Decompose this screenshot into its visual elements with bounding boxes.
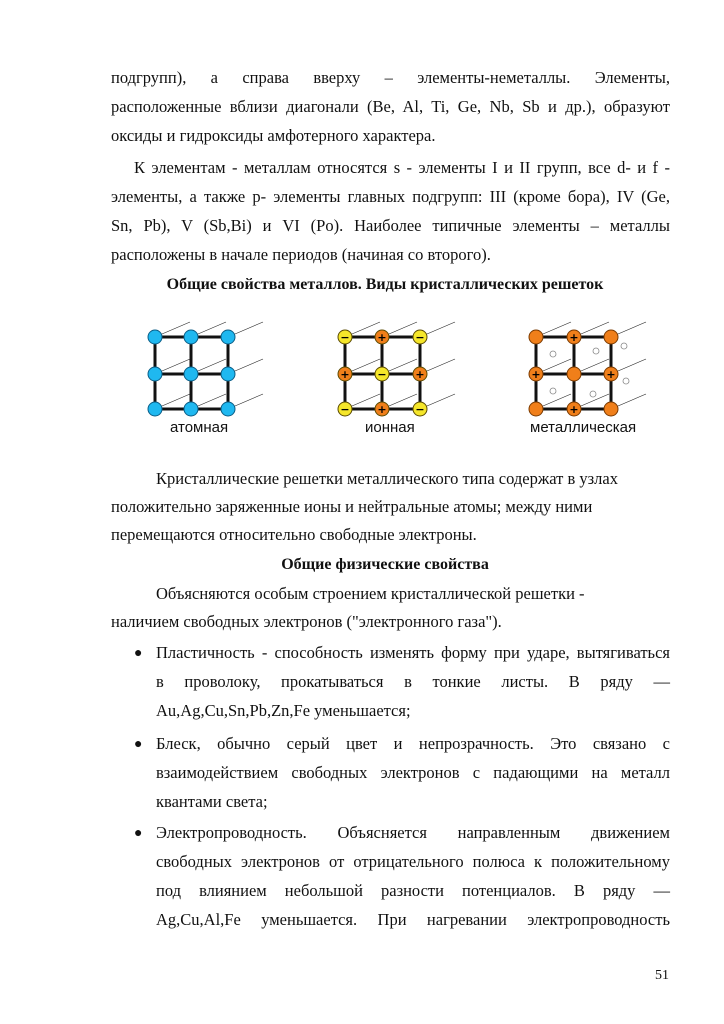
atomic-lattice-diagram bbox=[148, 322, 263, 416]
label-atomic-lattice: атомная bbox=[170, 419, 229, 436]
section-heading-physical-properties: Общие физические свойства bbox=[281, 556, 489, 573]
section-heading-crystal-lattices: Общие свойства металлов. Виды кристаллических решеток bbox=[166, 276, 604, 293]
bullet2-line-3: квантами света; bbox=[156, 792, 268, 811]
paragraph1-line-3: оксиды и гидроксиды амфотерного характера. bbox=[111, 126, 436, 145]
metallic-lattice-diagram bbox=[529, 322, 646, 416]
bullet2-line-2: взаимодействием свободных электронов с падающими на металл bbox=[156, 763, 670, 782]
paragraph3-line-2: положительно заряженные ионы и нейтральные атомы; между ними bbox=[111, 497, 593, 516]
paragraph2-line-4: расположены в начале периодов (начиная со второго). bbox=[111, 245, 491, 264]
page-number: 51 bbox=[655, 968, 669, 983]
cation-sign: + bbox=[569, 403, 579, 416]
paragraph1-line-2: расположенные вблизи диагонали (Be, Al, Ti, Ge, Nb, Sb и др.), образуют bbox=[111, 97, 670, 116]
bullet-dot-icon: ● bbox=[134, 737, 143, 752]
anion-sign: − bbox=[415, 331, 425, 344]
cation-sign: + bbox=[531, 368, 541, 381]
paragraph2-line-1: К элементам - металлам относятся s - элементы I и II групп, все d- и f - bbox=[134, 158, 670, 177]
anion-sign: − bbox=[377, 368, 387, 381]
paragraph2-line-2: элементы, а также р- элементы главных подгрупп: III (кроме бора), IV (Ge, bbox=[111, 187, 670, 206]
anion-sign: − bbox=[340, 403, 350, 416]
bullet-dot-icon: ● bbox=[134, 646, 143, 661]
bullet3-line-3: под влиянием небольшой разности потенциалов. В ряду — bbox=[156, 881, 670, 900]
ionic-lattice-diagram bbox=[338, 322, 455, 416]
paragraph4-line-1: Объясняются особым строением кристаллической решетки - bbox=[156, 584, 585, 603]
bullet3-line-2: свободных электронов от отрицательного полюса к положительному bbox=[156, 852, 670, 871]
bullet3-line-4: Ag,Cu,Al,Fe уменьшается. При нагревании электропроводность bbox=[156, 910, 670, 929]
bullet1-line-3: Au,Ag,Cu,Sn,Pb,Zn,Fe уменьшается; bbox=[156, 701, 411, 720]
anion-sign: − bbox=[340, 331, 350, 344]
bullet1-line-2: в проволоку, прокатываться в тонкие листы. В ряду — bbox=[156, 672, 670, 691]
crystal-lattice-figure bbox=[0, 318, 724, 440]
bullet3-line-1: Электропроводность. Объясняется направленным движением bbox=[156, 823, 670, 842]
bullet-dot-icon: ● bbox=[134, 826, 143, 841]
cation-sign: + bbox=[569, 331, 579, 344]
label-metallic-lattice: металлическая bbox=[530, 419, 637, 436]
paragraph3-line-3: перемещаются относительно свободные электроны. bbox=[111, 525, 477, 544]
anion-sign: − bbox=[415, 403, 425, 416]
cation-sign: + bbox=[377, 403, 387, 416]
paragraph1-line-1: подгрупп), а справа вверху – элементы-неметаллы. Элементы, bbox=[111, 68, 670, 87]
bullet1-line-1: Пластичность - способность изменять форму при ударе, вытягиваться bbox=[156, 643, 670, 662]
cation-sign: + bbox=[415, 368, 425, 381]
paragraph3-line-1: Кристаллические решетки металлического типа содержат в узлах bbox=[156, 469, 618, 488]
cation-sign: + bbox=[340, 368, 350, 381]
paragraph2-line-3: Sn, Pb), V (Sb,Bi) и VI (Po). Наиболее типичные элементы – металлы bbox=[111, 216, 670, 235]
bullet2-line-1: Блеск, обычно серый цвет и непрозрачность. Это связано с bbox=[156, 734, 670, 753]
paragraph4-line-2: наличием свободных электронов ("электронного газа"). bbox=[111, 612, 502, 631]
cation-sign: + bbox=[377, 331, 387, 344]
cation-sign: + bbox=[606, 368, 616, 381]
label-ionic-lattice: ионная bbox=[365, 419, 415, 436]
